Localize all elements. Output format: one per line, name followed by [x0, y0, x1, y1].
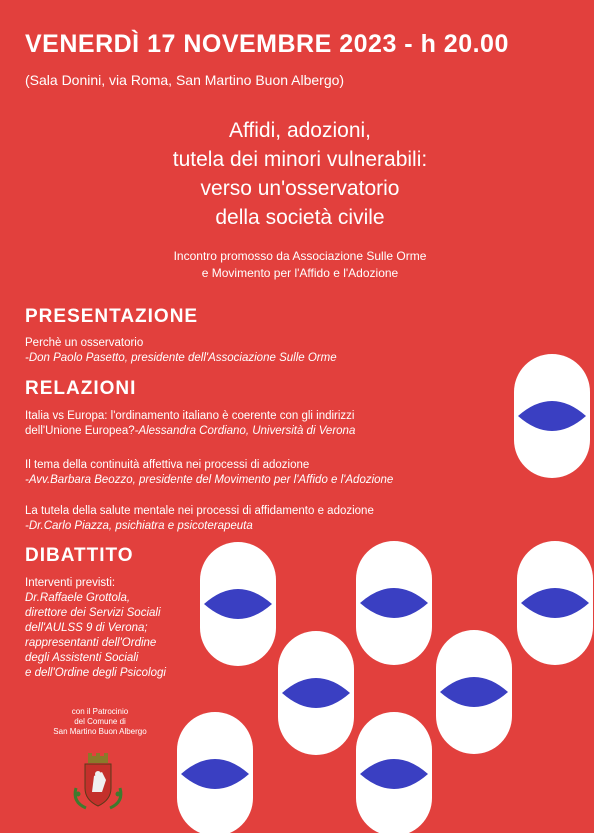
- relazione-topic: Italia vs Europa: l'ordinamento italiano è coerente con gli indirizzi: [25, 410, 355, 422]
- relazione-topic: La tutela della salute mentale nei processi di affidamento e adozione: [25, 505, 374, 517]
- patronage-note: [40, 707, 160, 737]
- dibattito-line: e dell'Ordine degli Psicologi: [25, 667, 166, 679]
- patronage-line: del Comune di: [74, 717, 126, 726]
- relazione-item: [25, 409, 355, 439]
- section-heading-relazioni: RELAZIONI: [25, 378, 137, 399]
- dibattito-line: Dr.Raffaele Grottola,: [25, 592, 131, 604]
- dibattito-line: dell'AULSS 9 di Verona;: [25, 622, 148, 634]
- event-date-time: VENERDÌ 17 NOVEMBRE 2023 - h 20.00: [25, 30, 509, 58]
- promoter-note: [0, 248, 600, 282]
- promoter-line: Incontro promosso da Associazione Sulle Orme: [173, 249, 427, 263]
- relazione-speaker: -Dr.Carlo Piazza, psichiatra e psicoterapeuta: [25, 520, 253, 532]
- title-line: verso un'osservatorio: [200, 177, 400, 200]
- presentazione-topic: Perchè un osservatorio: [25, 337, 144, 349]
- patronage-line: con il Patrocinio: [71, 707, 129, 716]
- presentazione-speaker: -Don Paolo Pasetto, presidente dell'Associazione Sulle Orme: [25, 352, 337, 364]
- dibattito-block: [25, 576, 166, 681]
- eye-pill-shape: [200, 542, 276, 666]
- eye-pill-shape: [514, 354, 590, 478]
- dibattito-intro: Interventi previsti:: [25, 577, 116, 589]
- title-line: Affidi, adozioni,: [228, 119, 372, 142]
- event-venue: (Sala Donini, via Roma, San Martino Buon Albergo): [25, 72, 345, 88]
- title-line: della società civile: [215, 206, 385, 229]
- frame-border: [594, 0, 600, 837]
- relazione-speaker: -Avv.Barbara Beozzo, presidente del Movimento per l'Affido e l'Adozione: [25, 474, 394, 486]
- relazione-item: [25, 458, 393, 488]
- relazione-item: [25, 504, 374, 534]
- relazione-topic: dell'Unione Europea?: [25, 425, 135, 437]
- title-line: tutela dei minori vulnerabili:: [172, 148, 428, 171]
- presentazione-block: [25, 336, 337, 366]
- dibattito-line: rappresentanti dell'Ordine: [25, 637, 157, 649]
- eye-pill-shape: [436, 630, 512, 754]
- municipal-crest-icon: [68, 752, 128, 812]
- eye-pill-shape: [177, 712, 253, 836]
- eye-pill-shape: [517, 541, 593, 665]
- dibattito-line: degli Assistenti Sociali: [25, 652, 139, 664]
- promoter-line: e Movimento per l'Affido e l'Adozione: [201, 266, 399, 280]
- patronage-line: San Martino Buon Albergo: [53, 727, 147, 736]
- section-heading-presentazione: PRESENTAZIONE: [25, 306, 199, 327]
- frame-border: [0, 833, 600, 837]
- eye-pill-shape: [356, 712, 432, 836]
- relazione-speaker: -Alessandra Cordiano, Università di Verona: [134, 425, 356, 437]
- eye-pill-shape: [278, 631, 354, 755]
- section-heading-dibattito: DIBATTITO: [25, 545, 134, 566]
- dibattito-line: direttore dei Servizi Sociali: [25, 607, 161, 619]
- event-title: [0, 116, 600, 232]
- eye-pill-shape: [356, 541, 432, 665]
- relazione-topic: Il tema della continuità affettiva nei processi di adozione: [25, 459, 310, 471]
